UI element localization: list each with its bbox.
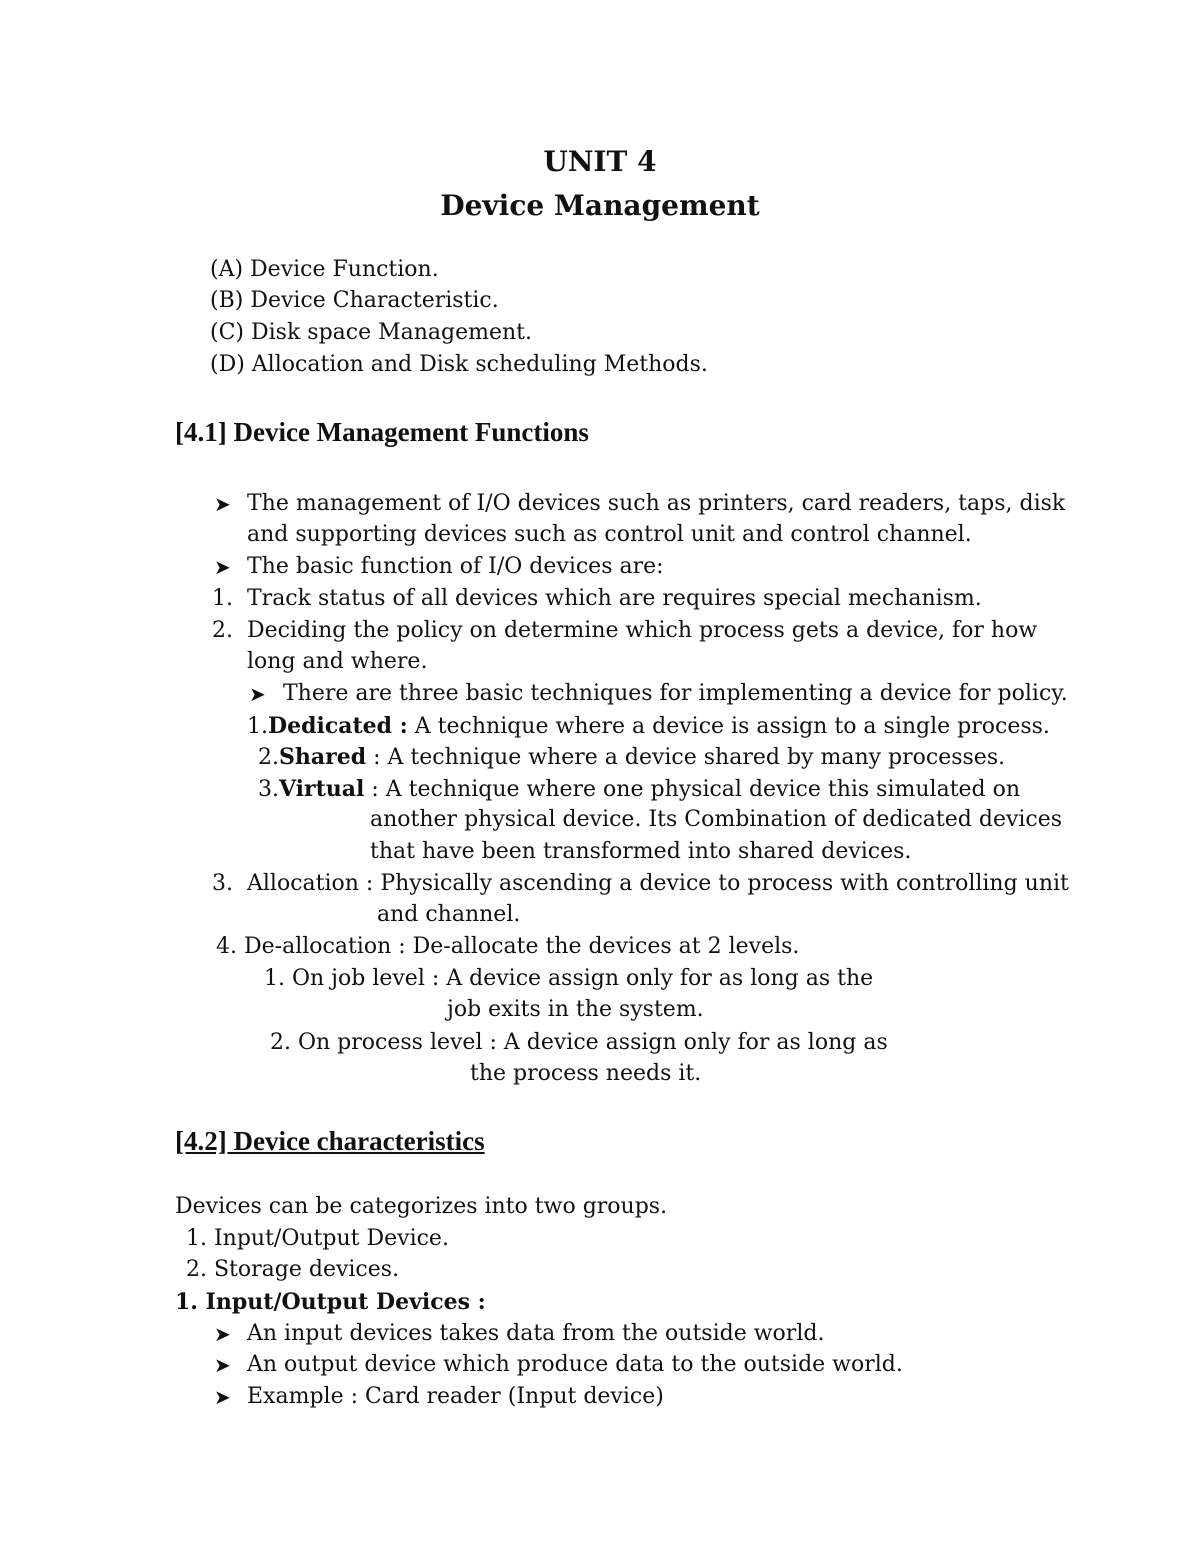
page-title: Device Management	[440, 189, 760, 222]
level-item: 2. On process level : A device assign only for as long as	[270, 1030, 888, 1055]
list-item: 2. Storage devices.	[186, 1257, 400, 1282]
list-item: Track status of all devices which are requires special mechanism.	[247, 586, 982, 611]
arrowhead-bullet-icon: ➤	[214, 1353, 231, 1377]
technique-virtual: 3.Virtual : A technique where one physical device this simulated on	[258, 776, 1021, 802]
arrowhead-bullet-icon: ➤	[214, 492, 231, 516]
bullet-text: The management of I/O devices such as printers, card readers, taps, disk	[247, 491, 1066, 516]
outline-item: (D) Allocation and Disk scheduling Methods.	[210, 352, 708, 377]
technique-virtual-cont: that have been transformed into shared devices.	[370, 839, 912, 864]
arrowhead-bullet-icon: ➤	[249, 682, 266, 706]
section-heading-4-2: [4.2] Device characteristics	[175, 1126, 485, 1156]
level-item: job exits in the system.	[447, 997, 704, 1022]
list-item: and channel.	[377, 902, 521, 927]
bullet-text: and supporting devices such as control unit and control channel.	[247, 522, 972, 547]
arrowhead-bullet-icon: ➤	[214, 555, 231, 579]
list-number: 2.	[212, 618, 233, 643]
subheading: 1. Input/Output Devices :	[175, 1289, 486, 1315]
level-item: 1. On job level : A device assign only for as long as the	[264, 966, 874, 991]
bullet-text: An output device which produce data to the outside world.	[247, 1352, 903, 1377]
list-number: 3.	[212, 871, 233, 896]
outline-item: (A) Device Function.	[210, 257, 439, 282]
outline-item: (C) Disk space Management.	[210, 320, 533, 345]
list-item: long and where.	[247, 649, 428, 674]
list-item: Deciding the policy on determine which process gets a device, for how	[247, 618, 1038, 643]
outline-item: (B) Device Characteristic.	[210, 288, 499, 313]
arrowhead-bullet-icon: ➤	[214, 1322, 231, 1346]
list-item: 4. De-allocation : De-allocate the devices at 2 levels.	[216, 934, 800, 959]
level-item: the process needs it.	[470, 1061, 702, 1086]
arrowhead-bullet-icon: ➤	[214, 1385, 231, 1409]
list-item: 1. Input/Output Device.	[186, 1226, 449, 1251]
unit-title: UNIT 4	[543, 145, 657, 178]
bullet-text: Example : Card reader (Input device)	[247, 1384, 664, 1409]
bullet-text: The basic function of I/O devices are:	[247, 554, 664, 579]
technique-virtual-cont: another physical device. Its Combination of dedicated devices	[370, 807, 1063, 832]
list-item: Allocation : Physically ascending a device to process with controlling unit	[247, 871, 1069, 896]
section-intro: Devices can be categorizes into two groups.	[175, 1194, 668, 1219]
list-number: 1.	[212, 586, 233, 611]
bullet-text: An input devices takes data from the outside world.	[247, 1321, 825, 1346]
section-heading-4-1: [4.1] Device Management Functions	[175, 417, 589, 447]
technique-shared: 2.Shared : A technique where a device shared by many processes.	[258, 744, 1006, 770]
technique-dedicated: 1.Dedicated : A technique where a device is assign to a single process.	[247, 713, 1050, 739]
sub-bullet-text: There are three basic techniques for implementing a device for policy.	[283, 681, 1068, 706]
